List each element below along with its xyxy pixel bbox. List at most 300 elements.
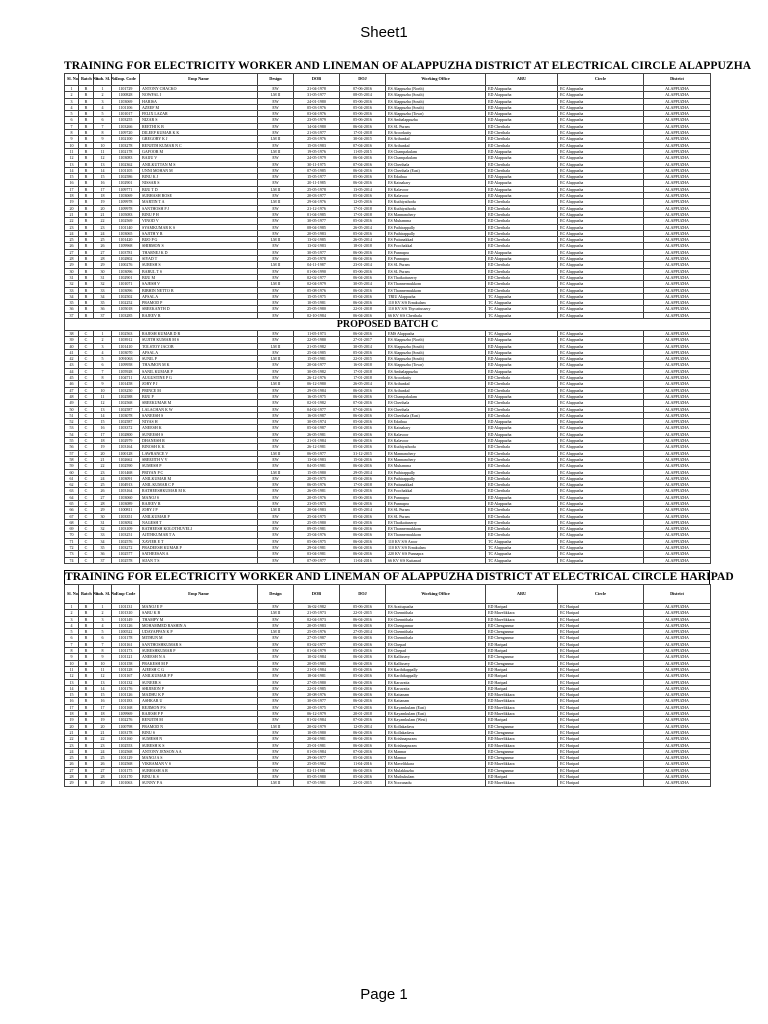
table-cell: C (79, 381, 94, 387)
table-cell: 58 (65, 456, 79, 462)
column-header: DOB (294, 584, 340, 603)
table-cell: 06-04-2016 (340, 387, 386, 393)
table-cell: EW (258, 704, 294, 710)
table-cell: EW (258, 111, 294, 117)
table-cell: 11-04-2016 (340, 761, 386, 767)
table-cell: ALAPPUZHA (644, 167, 711, 173)
column-header: DOJ (340, 74, 386, 86)
table-cell: EC Haripad (558, 622, 644, 628)
table-cell: 02-02-1977 (294, 274, 340, 280)
table-cell: EC Alappuzha (558, 117, 644, 123)
column-header: Batch No. (79, 584, 94, 603)
proposed-batch-label: PROPOSED BATCH C (65, 318, 711, 330)
table-cell: 61 (65, 475, 79, 481)
table-cell: C (79, 488, 94, 494)
table-header-row (65, 74, 711, 86)
table-cell: ALAPPUZHA (644, 262, 711, 268)
table-cell: ALAPPUZHA (644, 193, 711, 199)
column-header: DOJ (340, 584, 386, 603)
table-cell: 17-01-2018 (340, 482, 386, 488)
table-cell: ALAPPUZHA (644, 444, 711, 450)
table-cell: ED Alappuzha (486, 98, 558, 104)
table-cell: ALAPPUZHA (644, 419, 711, 425)
table-cell: ALAPPUZHA (644, 711, 711, 717)
table-cell: 34 (94, 293, 112, 299)
table-cell: 27 (94, 494, 112, 500)
table-cell: LM II (258, 507, 294, 513)
table-cell: ED Alappuzha (486, 111, 558, 117)
table-cell: SHIJIMON P (140, 685, 258, 691)
table-cell: EW (258, 501, 294, 507)
table-cell: ED Chengannur (486, 767, 558, 773)
table-cell: HARISA (140, 98, 258, 104)
table-cell: MANOJ A S (140, 755, 258, 761)
table-cell: B (79, 287, 94, 293)
table-cell: PRADEESH KUMAR P (140, 545, 258, 551)
table-cell: ES Kayamkulam (East) (386, 704, 486, 710)
table-cell: ALAPPUZHA (644, 450, 711, 456)
table-cell: 46 (65, 381, 79, 387)
table-cell: 24-01-1980 (294, 98, 340, 104)
table-cell: EC Alappuzha (558, 142, 644, 148)
table-cell: EC Haripad (558, 679, 644, 685)
table-cell: ED Mavelikkara (486, 616, 558, 622)
table-cell: 07-09-1977 (294, 557, 340, 563)
table-cell: PRAKESH M P (140, 660, 258, 666)
table-cell: 57 (65, 450, 79, 456)
table-cell: 05-04-2016 (340, 641, 386, 647)
table-cell: EW (258, 243, 294, 249)
table-cell: EC Alappuzha (558, 375, 644, 381)
table-cell: EC Alappuzha (558, 381, 644, 387)
table-cell: ES Mannanchery (386, 211, 486, 217)
table-cell: 31-05-1977 (294, 92, 340, 98)
table-cell: EC Haripad (558, 610, 644, 616)
table-cell: 41 (65, 349, 79, 355)
table-cell: NISSAR S (140, 180, 258, 186)
table-cell: EC Haripad (558, 648, 644, 654)
table-cell: 1101106 (112, 104, 140, 110)
table-cell: 10-02-1984 (294, 654, 340, 660)
table-cell: ALAPPUZHA (644, 117, 711, 123)
table-cell: 9 (94, 381, 112, 387)
table-cell: EC Alappuzha (558, 312, 644, 318)
table-cell: 11 (94, 666, 112, 672)
table-cell: ALAPPUZHA (644, 648, 711, 654)
table-cell: ED Mavelikkara (486, 780, 558, 786)
table-cell: 1102901 (112, 180, 140, 186)
table-cell: 54 (65, 431, 79, 437)
table-cell: ES Cherthala (East) (386, 167, 486, 173)
table-cell: 74 (65, 557, 79, 563)
table-cell: ANEESH N A (140, 654, 258, 660)
table-cell: LM II (258, 92, 294, 98)
table-cell: EW (258, 761, 294, 767)
table-cell: 11 (65, 148, 79, 154)
table-cell: B (79, 268, 94, 274)
table-cell: 1103083 (112, 155, 140, 161)
table-cell: LAWRANCE V (140, 450, 258, 456)
table-cell: C (79, 356, 94, 362)
table-cell: ALAPPUZHA (644, 557, 711, 563)
table-cell: ALAPPUZHA (644, 375, 711, 381)
table-cell: C (79, 557, 94, 563)
table-cell: EW (258, 635, 294, 641)
table-cell: 17 (94, 431, 112, 437)
table-cell: 1103178 (112, 729, 140, 735)
table-cell: ALAPPUZHA (644, 660, 711, 666)
table-cell: 05-04-2016 (340, 666, 386, 672)
table-cell: EW (258, 641, 294, 647)
table-cell: 1103070 (112, 349, 140, 355)
table-cell: ALAPPUZHA (644, 616, 711, 622)
table-cell: 27 (94, 249, 112, 255)
table-cell: 12-05-2014 (340, 723, 386, 729)
table-cell: EC Alappuzha (558, 186, 644, 192)
table-cell: 1102979 (112, 438, 140, 444)
table-cell: ALAPPUZHA (644, 406, 711, 412)
table-cell: ALAPPUZHA (644, 538, 711, 544)
table-cell: 35 (94, 545, 112, 551)
table-cell: 07-05-1985 (294, 167, 340, 173)
table-cell: 33 (94, 532, 112, 538)
table-cell: C (79, 545, 94, 551)
table-cell: 15-05-1975 (294, 293, 340, 299)
table-cell: 05-06-2016 (340, 111, 386, 117)
table-cell: MADHU K P (140, 692, 258, 698)
table-cell: 110 KV S/S Ernakulam (386, 545, 486, 551)
table-cell: ED Alappuzha (486, 256, 558, 262)
table-cell: 43 (65, 362, 79, 368)
table-cell: ED Haripad (486, 685, 558, 691)
table-cell: 1 (65, 86, 79, 92)
table-cell: ALAPPUZHA (644, 161, 711, 167)
table-cell: EC Alappuzha (558, 136, 644, 142)
table-cell: ES Arattupuzha (386, 603, 486, 609)
table-cell: EW (258, 193, 294, 199)
table-cell: 1102578 (112, 557, 140, 563)
table-cell: RATHEESH KOLOTHUVELI (140, 526, 258, 532)
table-cell: ES Chennithala (386, 616, 486, 622)
table-cell: ALAPPUZHA (644, 287, 711, 293)
table-cell: 06-04-2016 (340, 622, 386, 628)
table-cell: MANOJ E P (140, 603, 258, 609)
table-cell: ANEESH K (140, 425, 258, 431)
table-cell: ALAPPUZHA (644, 622, 711, 628)
table-cell: 65 (65, 501, 79, 507)
table-cell: B (79, 698, 94, 704)
table-cell: EW (258, 419, 294, 425)
table-cell: C (79, 519, 94, 525)
table-cell: 21-03-1977 (294, 130, 340, 136)
table-cell: 26 (94, 243, 112, 249)
table-cell: 18 (65, 193, 79, 199)
table-cell: 30-11-1975 (294, 161, 340, 167)
table-cell: 3 (94, 343, 112, 349)
table-cell: 56 (65, 444, 79, 450)
table-cell: 05-04-2016 (340, 648, 386, 654)
table-cell: ES Punnapra (386, 249, 486, 255)
table-cell: B (79, 123, 94, 129)
table-cell: AFSAL A (140, 349, 258, 355)
table-cell: 1103109 (112, 526, 140, 532)
table-cell: 1103351 (112, 513, 140, 519)
table-cell: ED Mavelikkara (486, 610, 558, 616)
table-cell: 05-04-2016 (340, 519, 386, 525)
table-cell: EC Alappuzha (558, 494, 644, 500)
table-cell: 37 (65, 312, 79, 318)
table-cell: ED Cherthala (486, 262, 558, 268)
table-cell: 18 (94, 193, 112, 199)
table-cell: C (79, 419, 94, 425)
column-header: Design (258, 74, 294, 86)
table-cell: 13-05-2014 (340, 186, 386, 192)
table-cell: AZEEF M (140, 104, 258, 110)
table-cell: SUNNY P A (140, 780, 258, 786)
table-cell: EC Alappuzha (558, 218, 644, 224)
table-cell: ALAPPUZHA (644, 249, 711, 255)
table-cell: ALAPPUZHA (644, 400, 711, 406)
table-cell: 1102586 (112, 174, 140, 180)
table-cell: 21-01-1984 (294, 438, 340, 444)
table-cell: 10 (94, 387, 112, 393)
table-cell: EW (258, 300, 294, 306)
table-cell: ED Alappuzha (486, 362, 558, 368)
table-cell: 6 (94, 362, 112, 368)
table-cell: ED Cherthala (486, 513, 558, 519)
table-cell: 05-04-1987 (294, 425, 340, 431)
table-cell: ED Alappuzha (486, 356, 558, 362)
table-cell: 1102568 (112, 748, 140, 754)
table-cell: 05-04-2016 (340, 513, 386, 519)
table-cell: EC Alappuzha (558, 412, 644, 418)
table-cell: 20-05-1983 (294, 622, 340, 628)
table-cell: EW (258, 123, 294, 129)
table-cell: EC Alappuzha (558, 281, 644, 287)
table-cell: ALAPPUZHA (644, 603, 711, 609)
table-cell: ALAPPUZHA (644, 469, 711, 475)
table-cell: JOBY P J (140, 381, 258, 387)
table-cell: EC Alappuzha (558, 482, 644, 488)
table-cell: EC Haripad (558, 641, 644, 647)
table-cell: EW (258, 400, 294, 406)
table-cell: 11-04-2016 (340, 557, 386, 563)
table-cell: EC Alappuzha (558, 167, 644, 173)
table-cell: LM II (258, 450, 294, 456)
table-cell: 28 (94, 501, 112, 507)
table-cell: EW (258, 513, 294, 519)
table-cell: ED Haripad (486, 679, 558, 685)
table-cell: JOBY J P (140, 507, 258, 513)
table-cell: ALAPPUZHA (644, 337, 711, 343)
table-cell: EW (258, 224, 294, 230)
table-cell: ES Chennithala (386, 629, 486, 635)
table-cell: 31 (65, 274, 79, 280)
column-header: Circle (558, 74, 644, 86)
table-cell: SAJITH Y R (140, 230, 258, 236)
table-cell: 05-04-2016 (340, 218, 386, 224)
table-cell: 30-05-1977 (294, 218, 340, 224)
table-cell: SUNIL P (140, 356, 258, 362)
table-cell: 29-05-2014 (340, 469, 386, 475)
table-cell: ES Karuvatta (386, 679, 486, 685)
table-cell: ED Alappuzha (486, 343, 558, 349)
table-cell: 18-04-1981 (294, 673, 340, 679)
table-cell: B (79, 136, 94, 142)
column-header: Emp Name (140, 74, 258, 86)
column-header: District (644, 584, 711, 603)
table-cell: EW (258, 742, 294, 748)
table-cell: EC Haripad (558, 629, 644, 635)
table-cell: SANTHOSH P J (140, 205, 258, 211)
table-cell: 1109958 (112, 362, 140, 368)
table-cell: SREEKANTH D (140, 306, 258, 312)
table-cell: EW (258, 337, 294, 343)
table-cell: BINU K J (140, 174, 258, 180)
table-cell: PRAMOD P (140, 300, 258, 306)
table-cell: ALAPPUZHA (644, 86, 711, 92)
table-cell: EC Alappuzha (558, 532, 644, 538)
table-cell: 21-05-1982 (294, 343, 340, 349)
table-cell: ED Chengannur (486, 660, 558, 666)
column-header: Batch No. (79, 74, 94, 86)
table-cell: ALAPPUZHA (644, 343, 711, 349)
table-cell: ALAPPUZHA (644, 186, 711, 192)
table-cell: EC Alappuzha (558, 205, 644, 211)
table-cell: 7 (65, 641, 79, 647)
table-cell: C (79, 469, 94, 475)
table-cell: C (79, 393, 94, 399)
table-cell: 07-04-2016 (340, 400, 386, 406)
table-cell: 15-05-1980 (294, 469, 340, 475)
table-cell: ALAPPUZHA (644, 274, 711, 280)
table-cell: ALAPPUZHA (644, 199, 711, 205)
table-cell: 23 (65, 224, 79, 230)
page-footer: Page 1 (360, 986, 408, 1003)
table-cell: ES Arthunkal (386, 387, 486, 393)
table-cell: EC Haripad (558, 635, 644, 641)
table-cell: EW (258, 666, 294, 672)
column-header: ARU (486, 584, 558, 603)
table-cell: 1101729 (112, 86, 140, 92)
table-cell: ALAPPUZHA (644, 174, 711, 180)
table-cell: ES Kattanam (386, 698, 486, 704)
table-cell: ED Alappuzha (486, 186, 558, 192)
table-cell: ALAPPUZHA (644, 773, 711, 779)
table-cell: 1102568 (112, 400, 140, 406)
table-cell: BIJU M (140, 274, 258, 280)
table-cell: B (79, 723, 94, 729)
table-cell: 1100828 (112, 92, 140, 98)
table-cell: EW (258, 330, 294, 336)
table-cell: MARTIN T A (140, 199, 258, 205)
table-cell: ES Kayamkulam (West) (386, 717, 486, 723)
table-cell: ED Cherthala (486, 463, 558, 469)
table-cell: 1101178 (112, 635, 140, 641)
table-cell: B (79, 186, 94, 192)
table-cell: ES Alappuzha (South) (386, 356, 486, 362)
table-cell: LM II (258, 136, 294, 142)
table-cell: ED Cherthala (486, 381, 558, 387)
table-cell: 10-05-1981 (294, 300, 340, 306)
table-cell: TC Alappuzha (486, 300, 558, 306)
table-cell: 10-05-1980 (294, 729, 340, 735)
table-cell: ED Alappuzha (486, 337, 558, 343)
table-cell: 12 (65, 155, 79, 161)
table-cell: UDAYAPPAN K P (140, 629, 258, 635)
table-cell: 6 (65, 117, 79, 123)
table-cell: B (79, 761, 94, 767)
table-cell: 18 (65, 711, 79, 717)
table-cell: EC Haripad (558, 761, 644, 767)
table-cell: 06-04-2016 (340, 635, 386, 641)
table-cell: ED Cherthala (486, 526, 558, 532)
table-cell: ALAPPUZHA (644, 381, 711, 387)
table-cell: 7 (94, 123, 112, 129)
table-cell: EW (258, 205, 294, 211)
table-cell: 1101458 (112, 381, 140, 387)
table-cell: 06-04-2016 (340, 545, 386, 551)
table-cell: 8 (94, 375, 112, 381)
table-cell: ED Cherthala (486, 218, 558, 224)
table-cell: ALAPPUZHA (644, 704, 711, 710)
table-cell: SHIBMON S (140, 243, 258, 249)
table-cell: B (79, 300, 94, 306)
table-cell: 66 (65, 507, 79, 513)
table-cell: 5 (94, 111, 112, 117)
table-cell: B (79, 610, 94, 616)
table-cell: 17-01-2018 (340, 368, 386, 374)
table-cell: C (79, 431, 94, 437)
table-cell: EC Alappuzha (558, 224, 644, 230)
table-cell: EW (258, 142, 294, 148)
table-cell: EMS Alappuzha (386, 330, 486, 336)
table-cell: EC Alappuzha (558, 368, 644, 374)
table-cell: C (79, 349, 94, 355)
table-cell: BABUL T S (140, 268, 258, 274)
table-cell: 19-05-1976 (294, 148, 340, 154)
table-cell: EW (258, 362, 294, 368)
table-cell: EW (258, 622, 294, 628)
table-cell: EW (258, 616, 294, 622)
table-cell: 16 (94, 425, 112, 431)
table-cell: EC Alappuzha (558, 199, 644, 205)
table-cell: ANTONY CHACKO (140, 86, 258, 92)
table-cell: 9 (94, 654, 112, 660)
table-cell: TRIU Alappuzha (386, 293, 486, 299)
table-cell: 07-04-2016 (340, 717, 386, 723)
table-cell: TC Alappuzha (486, 551, 558, 557)
table-cell: 4 (94, 622, 112, 628)
table-cell: B (79, 711, 94, 717)
table-cell: 1102362 (112, 161, 140, 167)
table-cell: TC Alappuzha (486, 557, 558, 563)
table-cell: 20-02-1979 (294, 723, 340, 729)
table-cell: EW (258, 161, 294, 167)
table-cell: EW (258, 673, 294, 679)
column-header: Sub. Sl. No. (94, 74, 112, 86)
table-cell: ED Cherthala (486, 136, 558, 142)
table-cell: EC Alappuzha (558, 387, 644, 393)
table-cell: 9 (65, 654, 79, 660)
table-cell: 22-01-2015 (340, 780, 386, 786)
table-cell: ED Mavelikkara (486, 704, 558, 710)
table-cell: 25-05-1976 (294, 629, 340, 635)
table-cell: 5 (94, 629, 112, 635)
table-cell: 05-06-2016 (340, 603, 386, 609)
table-cell: 25-04-1976 (294, 532, 340, 538)
table-cell: 10 (65, 142, 79, 148)
